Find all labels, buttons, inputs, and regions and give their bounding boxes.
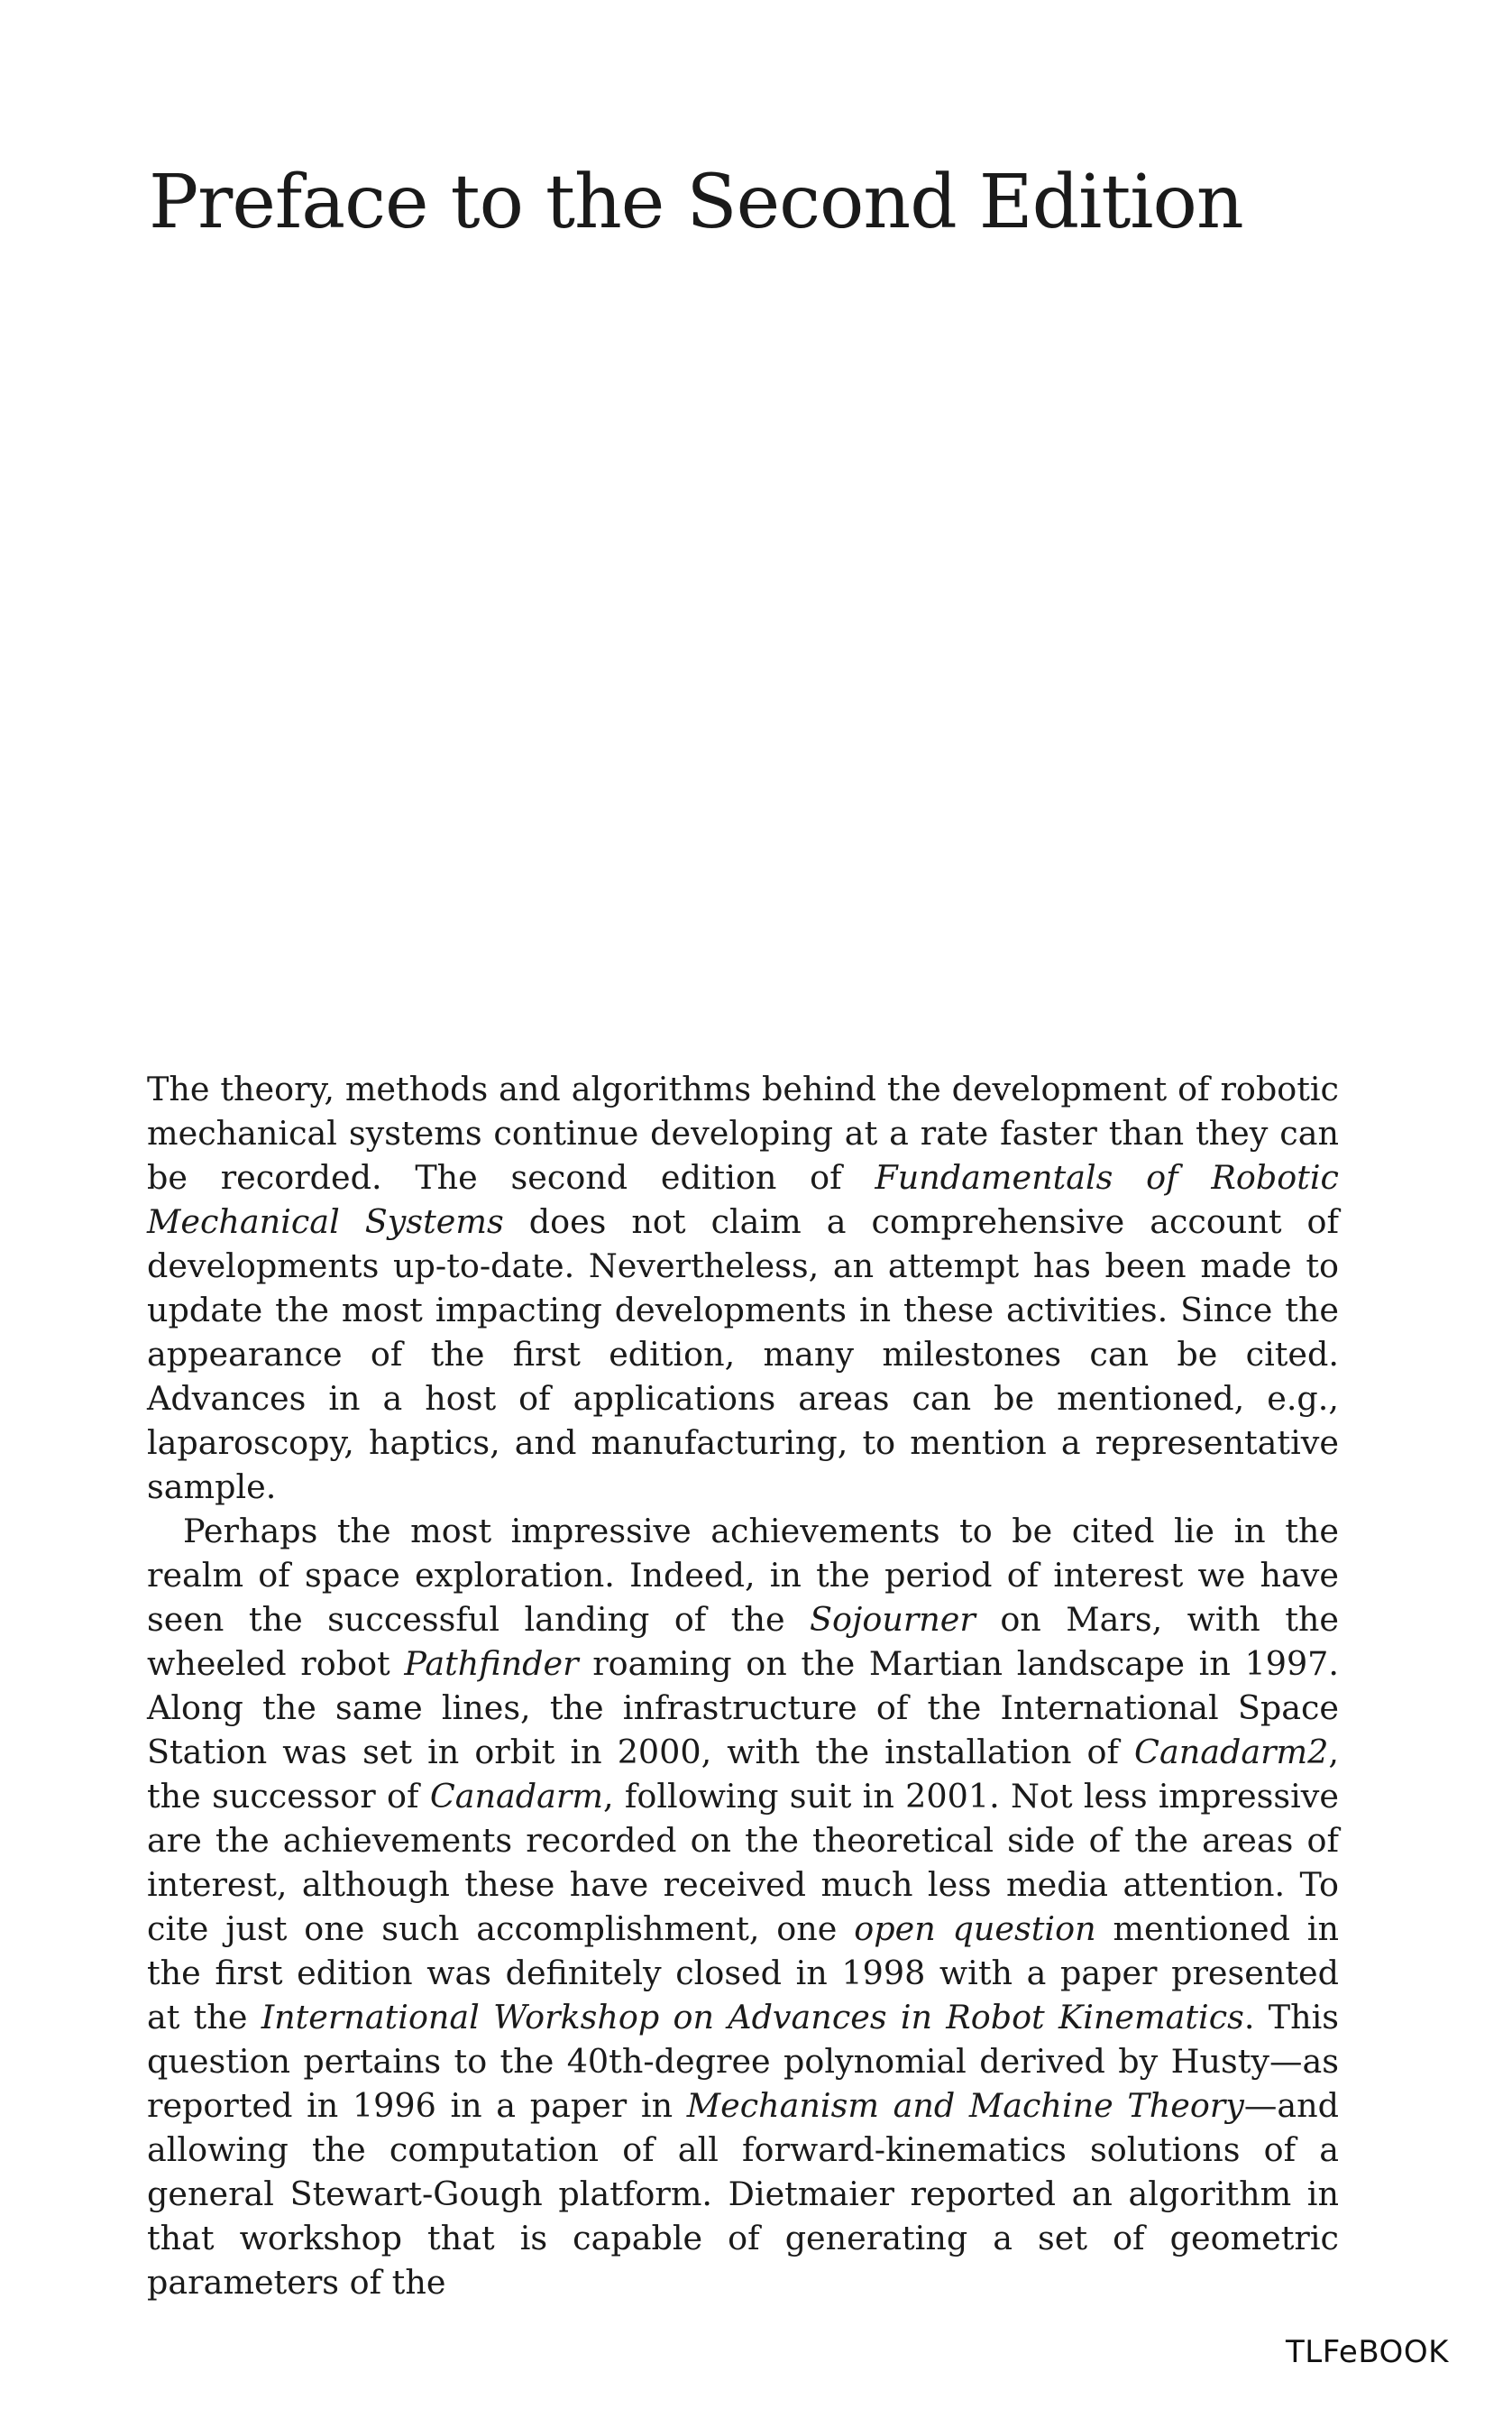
p2-text-7: . This question pertains to the 40th-degree polynomial derived by Husty—as reported in 1996 in a paper in	[147, 1998, 1339, 2125]
page-title: Preface to the Second Edition	[149, 160, 1243, 245]
p1-text-2: does not claim a comprehensive account of developments up-to-date. Nevertheless, an attempt has been made to update the most impacting developments in these activities. Since the appearance of the first edition, many milestones can be cited. Advances in a host of applications areas can be mentioned, e.g., laparoscopy, haptics, and manufacturing, to mention a representative sample.	[147, 1202, 1339, 1506]
p2-canadarm: Canadarm	[429, 1777, 603, 1816]
p2-text-1: Perhaps the most impressive achievements to be cited lie in the realm of space exploration. Indeed, in the period of interest we have seen the successful landing of the	[147, 1512, 1339, 1639]
p2-text-6: mentioned in the first edition was definitely closed in 1998 with a paper presented at the	[147, 1909, 1339, 2036]
p2-text-4: , the successor of	[147, 1733, 1339, 1816]
p2-text-3: roaming on the Martian landscape in 1997. Along the same lines, the infrastructure of the International Space Station was set in orbit in 2000, with the installation of	[147, 1644, 1340, 1771]
watermark: TLFeBOOK	[1286, 2334, 1449, 2370]
paragraph-1	[147, 1067, 1339, 1509]
p1-text-1: The theory, methods and algorithms behind the development of robotic mechanical systems continue developing at a rate faster than they can be recorded. The second edition of	[147, 1070, 1339, 1197]
body-text	[147, 1067, 1339, 2304]
p2-text-8: —and allowing the computation of all forward-kinematics solutions of a general Stewart-Gough platform. Dietmaier reported an algorithm in that workshop that is capable of generating a set of geometric parameters of the	[147, 2086, 1339, 2302]
p2-open-question: open question	[854, 1909, 1096, 1948]
p2-text-5: , following suit in 2001. Not less impressive are the achievements recorded on the theoretical side of the areas of interest, although these have received much less media attention. To cite just one such accomplishment, one	[147, 1777, 1339, 1948]
p2-journal-title: Mechanism and Machine Theory	[686, 2086, 1244, 2125]
paragraph-2	[147, 1509, 1339, 2304]
p2-pathfinder: Pathfinder	[404, 1644, 579, 1683]
p2-canadarm2: Canadarm2	[1134, 1733, 1329, 1771]
p2-workshop-title: International Workshop on Advances in Robot Kinematics	[261, 1998, 1244, 2036]
p2-text-2: on Mars, with the wheeled robot	[147, 1600, 1339, 1683]
p2-sojourner: Sojourner	[810, 1600, 976, 1639]
p1-book-title: Fundamentals of Robotic Mechanical Systems	[147, 1158, 1339, 1241]
